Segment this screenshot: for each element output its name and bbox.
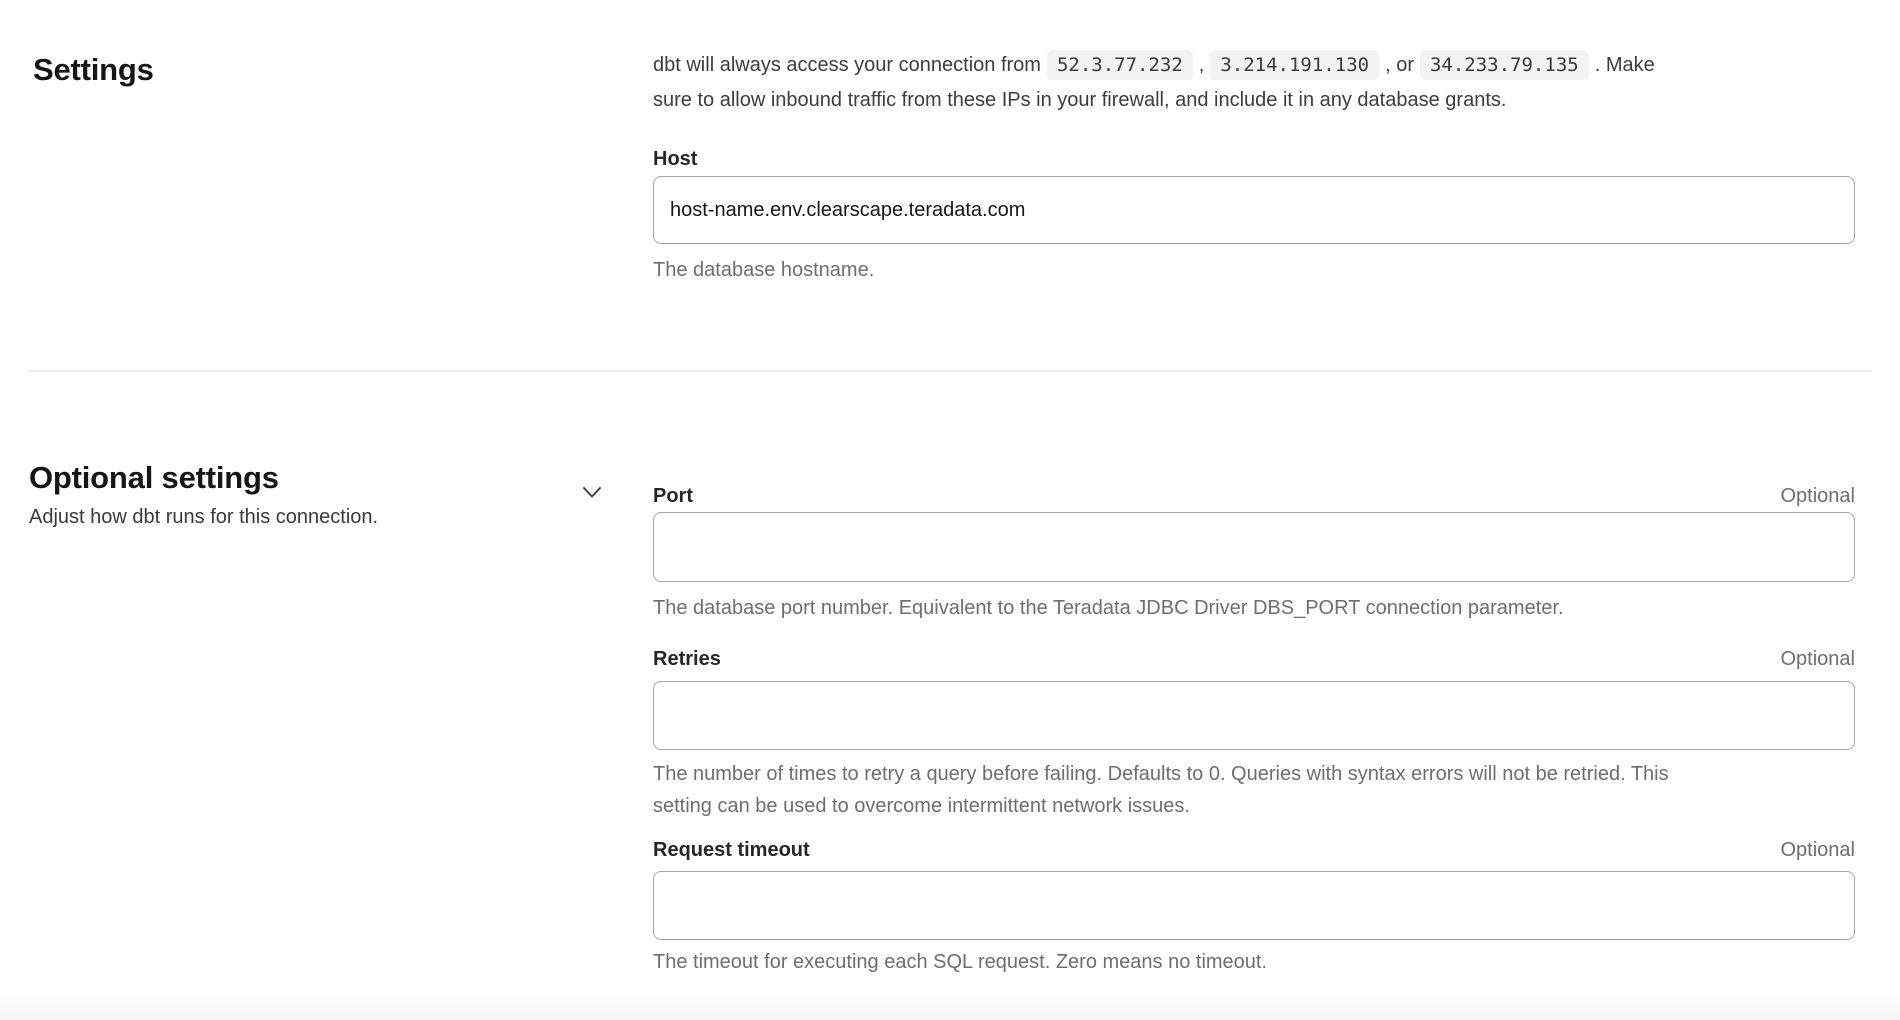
notice-text-segment: , or [1385,54,1414,76]
request-timeout-field-head [653,837,1855,863]
ip-allowlist-notice [653,48,1868,118]
ip-allowlist-notice-line-2 [653,83,1868,118]
request-timeout-help-text: The timeout for executing each SQL request. Zero means no timeout. [653,951,1268,973]
host-input[interactable] [653,176,1855,244]
section-divider [28,370,1872,372]
port-help-text: The database port number. Equivalent to the Teradata JDBC Driver DBS_PORT connection parameter. [653,597,1564,619]
retries-input[interactable] [653,681,1855,750]
port-field-label: Port [653,485,693,507]
optional-settings-section-title: Optional settings [29,460,279,495]
request-timeout-field-label: Request timeout [653,839,810,861]
scroll-bottom-fade [0,988,1900,1020]
settings-section-title: Settings [33,52,154,87]
host-field-label: Host [653,148,698,170]
ip-allowlist-notice-line-1 [653,48,1868,83]
retries-help-line-1: The number of times to retry a query before failing. Defaults to 0. Queries with syntax errors will not be retried. This [653,763,1669,785]
port-input[interactable] [653,512,1855,582]
retries-help-text [653,758,1868,822]
collapse-optional-settings-button[interactable] [574,477,610,507]
ip-address-chip: 52.3.77.232 [1047,50,1193,80]
request-timeout-optional-badge: Optional [1780,839,1855,861]
chevron-down-icon [582,486,602,499]
retries-field-head [653,646,1855,672]
notice-text-segment: . Make [1594,54,1655,76]
retries-help-line-2: setting can be used to overcome intermittent network issues. [653,795,1190,817]
port-optional-badge: Optional [1780,485,1855,507]
optional-settings-subtitle: Adjust how dbt runs for this connection. [29,506,379,528]
port-field-head [653,483,1855,509]
retries-optional-badge: Optional [1780,648,1855,670]
notice-text-segment: sure to allow inbound traffic from these IPs in your firewall, and include it in any database grants. [653,89,1507,111]
request-timeout-input[interactable] [653,871,1855,940]
ip-address-chip: 3.214.191.130 [1210,50,1379,80]
notice-text-segment: , [1198,54,1205,76]
notice-text-segment: dbt will always access your connection from [653,54,1041,76]
host-help-text: The database hostname. [653,259,875,281]
ip-address-chip: 34.233.79.135 [1420,50,1589,80]
retries-field-label: Retries [653,648,721,670]
